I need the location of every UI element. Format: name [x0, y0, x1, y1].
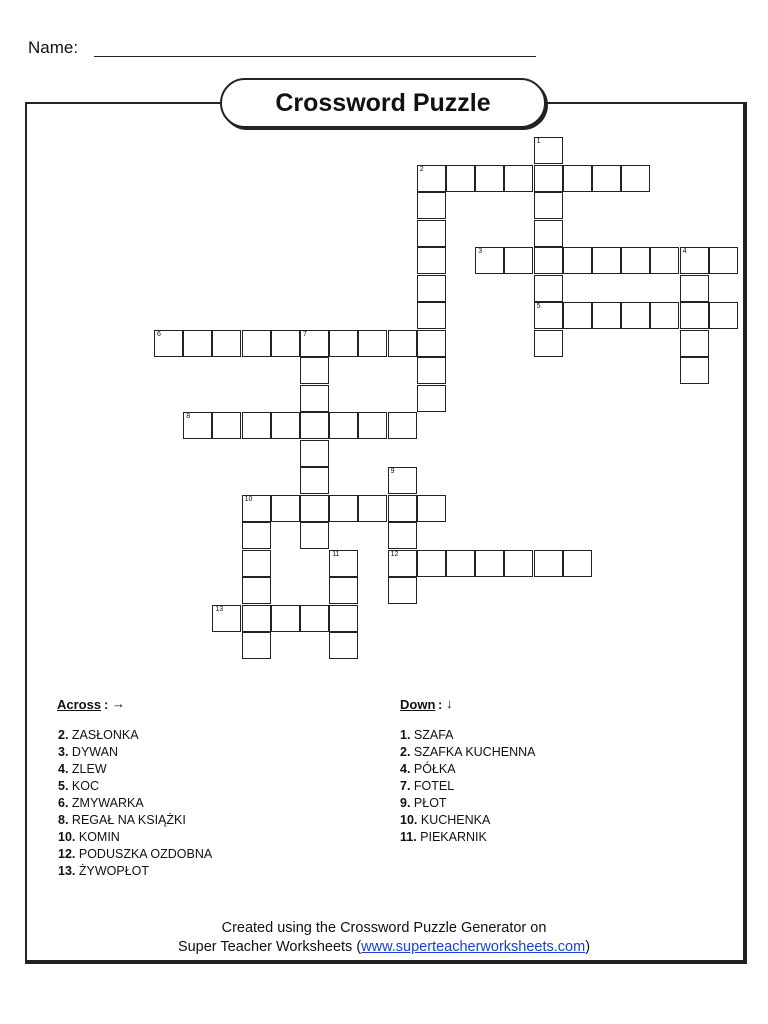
grid-cell[interactable] [242, 522, 271, 549]
clue-number: 2. [400, 745, 411, 759]
clue-number: 10. [400, 813, 418, 827]
footer-line-1: Created using the Crossword Puzzle Generator on [221, 920, 547, 936]
cell-number: 2 [419, 165, 424, 173]
grid-cell[interactable] [475, 550, 504, 577]
grid-cell[interactable] [329, 632, 358, 659]
grid-cell[interactable] [300, 412, 329, 439]
grid-cell[interactable] [504, 550, 533, 577]
footer-line-2: Super Teacher Worksheets (www.superteacherworksheets.com) [177, 939, 591, 955]
grid-cell[interactable] [271, 330, 300, 357]
clue-text: KOC [68, 779, 99, 793]
clue-number: 4. [58, 762, 69, 776]
clue-number: 11. [400, 830, 417, 844]
grid-cell[interactable] [388, 495, 417, 522]
grid-cell[interactable] [300, 385, 329, 412]
grid-cell[interactable] [388, 577, 417, 604]
grid-cell[interactable] [650, 247, 679, 274]
grid-cell[interactable] [592, 302, 621, 329]
down-clue [400, 795, 535, 812]
grid-cell[interactable] [592, 165, 621, 192]
grid-cell[interactable] [417, 165, 446, 192]
grid-cell[interactable] [212, 605, 241, 632]
clue-number: 9. [400, 796, 411, 810]
grid-cell[interactable] [563, 302, 592, 329]
right-arrow-icon: → [112, 696, 125, 711]
grid-cell[interactable] [475, 165, 504, 192]
clue-number: 5. [58, 779, 69, 793]
grid-cell[interactable] [417, 330, 446, 357]
clue-number: 13. [58, 864, 76, 878]
clue-text: REGAŁ NA KSIĄŻKI [68, 813, 186, 827]
grid-cell[interactable] [534, 330, 563, 357]
grid-cell[interactable] [709, 247, 738, 274]
grid-cell[interactable] [446, 550, 475, 577]
clue-number: 7. [400, 779, 411, 793]
grid-cell[interactable] [300, 330, 329, 357]
grid-cell[interactable] [388, 412, 417, 439]
grid-cell[interactable] [242, 577, 271, 604]
grid-cell[interactable] [271, 495, 300, 522]
clue-number: 8. [58, 813, 69, 827]
clue-text: ZASŁONKA [68, 728, 139, 742]
grid-cell[interactable] [563, 165, 592, 192]
grid-cell[interactable] [300, 605, 329, 632]
grid-cell[interactable] [650, 302, 679, 329]
down-heading: Down [400, 697, 436, 712]
grid-cell[interactable] [212, 330, 241, 357]
across-clue [58, 761, 212, 778]
page-title: Crossword Puzzle [220, 78, 546, 128]
cell-number: 3 [478, 248, 483, 255]
grid-cell[interactable] [504, 165, 533, 192]
clue-text: SZAFA [410, 728, 454, 742]
grid-cell[interactable] [300, 357, 329, 384]
grid-cell[interactable] [183, 412, 212, 439]
grid-cell[interactable] [242, 632, 271, 659]
grid-cell[interactable] [592, 247, 621, 274]
down-clue [400, 829, 535, 846]
cell-number: 7 [303, 330, 307, 338]
grid-cell[interactable] [242, 550, 271, 577]
across-heading: Across [57, 697, 102, 712]
down-clue [400, 812, 535, 829]
grid-cell[interactable] [329, 605, 358, 632]
grid-cell[interactable] [417, 302, 446, 329]
across-clue [58, 846, 212, 863]
clue-number: 6. [58, 796, 69, 810]
grid-cell[interactable] [358, 412, 387, 439]
grid-cell[interactable] [417, 275, 446, 302]
clue-text: KOMIN [75, 830, 120, 844]
grid-cell[interactable] [475, 247, 504, 274]
clue-text: DYWAN [68, 745, 118, 759]
grid-cell[interactable] [271, 412, 300, 439]
grid-cell[interactable] [680, 357, 709, 384]
grid-cell[interactable] [563, 247, 592, 274]
across-clue [58, 829, 212, 846]
grid-cell[interactable] [388, 467, 417, 494]
grid-cell[interactable] [534, 550, 563, 577]
grid-cell[interactable] [388, 522, 417, 549]
clue-text: PIEKARNIK [416, 830, 487, 844]
across-clue-list [58, 727, 212, 880]
grid-cell[interactable] [621, 302, 650, 329]
grid-cell[interactable] [329, 577, 358, 604]
grid-cell[interactable] [242, 412, 271, 439]
grid-cell[interactable] [329, 495, 358, 522]
down-colon: : [438, 697, 443, 712]
grid-cell[interactable] [388, 330, 417, 357]
grid-cell[interactable] [534, 137, 563, 164]
grid-cell[interactable] [417, 247, 446, 274]
grid-cell[interactable] [504, 247, 533, 274]
grid-cell[interactable] [417, 385, 446, 412]
grid-cell[interactable] [417, 550, 446, 577]
clue-number: 10. [58, 830, 76, 844]
cell-number: 9 [390, 468, 395, 475]
grid-cell[interactable] [680, 330, 709, 357]
down-arrow-icon: ↓ [446, 696, 453, 711]
grid-cell[interactable] [709, 302, 738, 329]
grid-cell[interactable] [417, 192, 446, 219]
grid-cell[interactable] [534, 247, 563, 274]
cell-number: 6 [157, 330, 161, 338]
grid-cell[interactable] [212, 412, 241, 439]
grid-cell[interactable] [242, 330, 271, 357]
across-clue [58, 795, 212, 812]
across-colon: : [104, 697, 109, 712]
grid-cell[interactable] [534, 220, 563, 247]
grid-cell[interactable] [300, 522, 329, 549]
clue-number: 12. [58, 847, 76, 861]
grid-cell[interactable] [358, 495, 387, 522]
across-clue [58, 727, 212, 744]
clue-number: 3. [58, 745, 69, 759]
cell-number: 8 [186, 413, 191, 420]
grid-cell[interactable] [417, 220, 446, 247]
down-clue-list [400, 727, 535, 846]
clue-text: ŻYWOPŁOT [75, 864, 150, 878]
clue-text: FOTEL [410, 779, 455, 793]
grid-cell[interactable] [358, 330, 387, 357]
name-field-line[interactable] [94, 56, 536, 57]
grid-cell[interactable] [329, 412, 358, 439]
cell-number: 12 [390, 550, 399, 558]
down-clue [400, 778, 535, 795]
cell-number: 10 [244, 495, 253, 503]
footer-website-link[interactable]: www.superteacherworksheets.com [361, 939, 586, 955]
grid-cell[interactable] [242, 495, 271, 522]
clue-number: 4. [400, 762, 411, 776]
clue-text: PŁOT [410, 796, 447, 810]
clue-text: PÓŁKA [410, 762, 456, 776]
grid-cell[interactable] [534, 302, 563, 329]
down-clue [400, 727, 535, 744]
grid-cell[interactable] [271, 605, 300, 632]
clue-number: 1. [400, 728, 411, 742]
grid-cell[interactable] [242, 605, 271, 632]
down-clue [400, 744, 535, 761]
grid-cell[interactable] [329, 550, 358, 577]
across-clue [58, 744, 212, 761]
clue-text: KUCHENKA [417, 813, 491, 827]
grid-cell[interactable] [417, 495, 446, 522]
across-clue [58, 778, 212, 795]
grid-cell[interactable] [300, 495, 329, 522]
grid-cell[interactable] [329, 330, 358, 357]
cell-number: 13 [215, 605, 224, 613]
across-clue [58, 812, 212, 829]
grid-cell[interactable] [680, 302, 709, 329]
grid-cell[interactable] [534, 192, 563, 219]
clue-text: ZLEW [68, 762, 107, 776]
clue-number: 2. [58, 728, 69, 742]
clue-text: ZMYWARKA [68, 796, 144, 810]
grid-cell[interactable] [680, 275, 709, 302]
grid-cell[interactable] [154, 330, 183, 357]
name-label: Name: [28, 38, 79, 57]
grid-cell[interactable] [300, 467, 329, 494]
clue-text: SZAFKA KUCHENNA [410, 745, 536, 759]
down-clue [400, 761, 535, 778]
cell-number: 4 [682, 248, 687, 255]
cell-number: 11 [332, 550, 340, 558]
clue-text: PODUSZKA OZDOBNA [75, 847, 213, 861]
cell-number: 5 [536, 303, 541, 310]
across-clue [58, 863, 212, 880]
cell-number: 1 [536, 138, 541, 145]
grid-cell[interactable] [680, 247, 709, 274]
grid-cell[interactable] [621, 165, 650, 192]
grid-cell[interactable] [563, 550, 592, 577]
grid-cell[interactable] [300, 440, 329, 467]
grid-cell[interactable] [388, 550, 417, 577]
grid-cell[interactable] [417, 357, 446, 384]
grid-cell[interactable] [183, 330, 212, 357]
grid-cell[interactable] [534, 165, 563, 192]
grid-cell[interactable] [534, 275, 563, 302]
grid-cell[interactable] [621, 247, 650, 274]
grid-cell[interactable] [446, 165, 475, 192]
